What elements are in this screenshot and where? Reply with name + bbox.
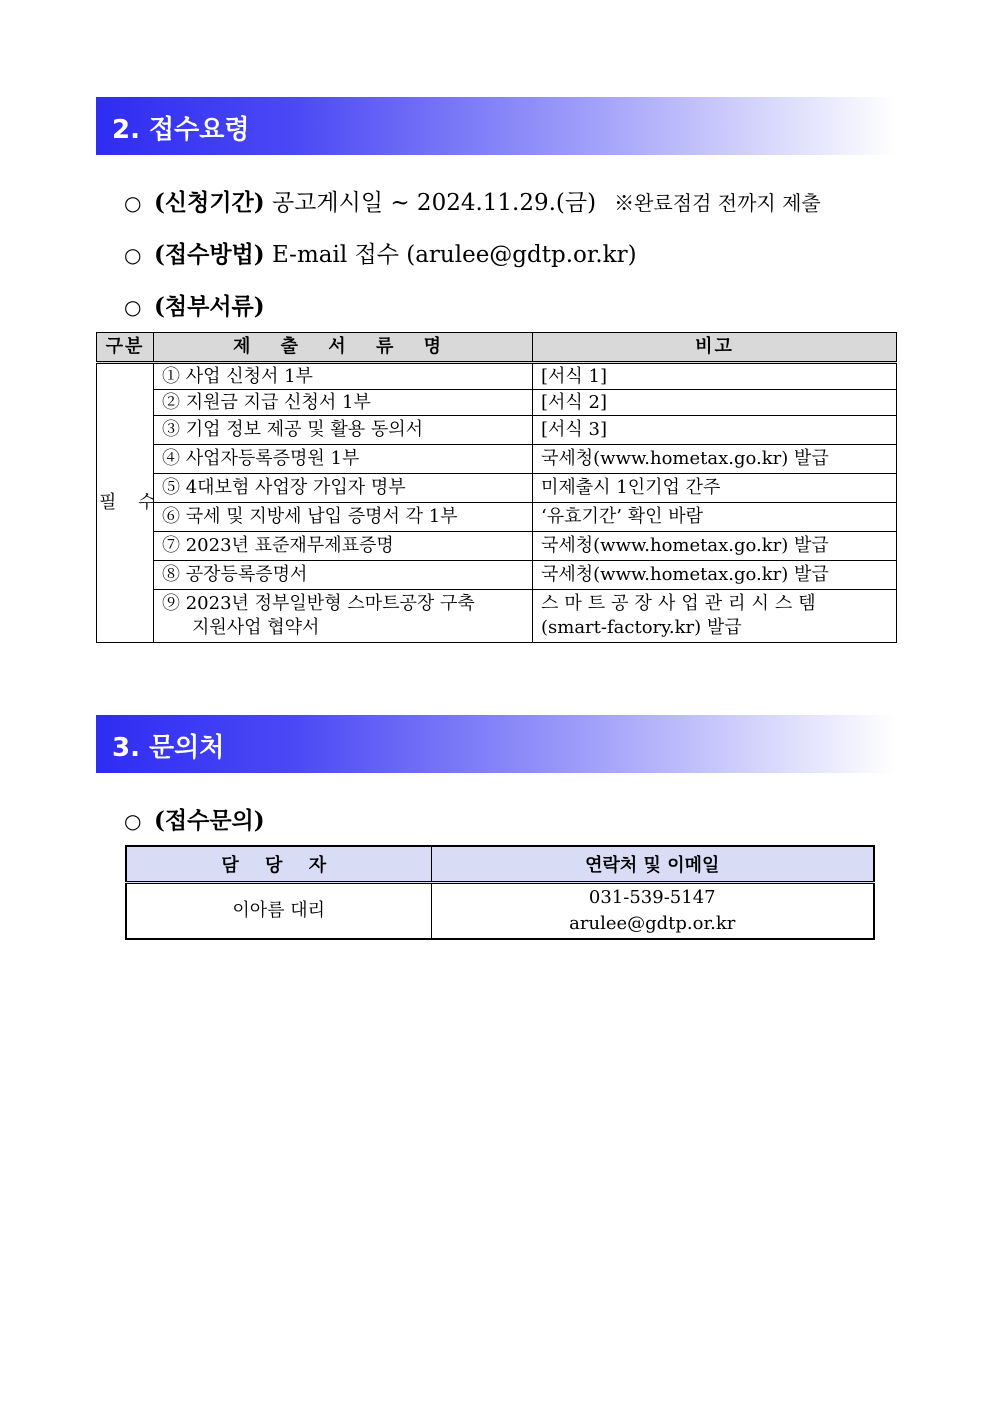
section-2-header bbox=[96, 97, 896, 155]
document-remark: 국세청(www.hometax.go.kr) 발급 bbox=[533, 532, 897, 561]
table-row bbox=[97, 445, 897, 474]
bullet-mark: ○ bbox=[124, 809, 142, 833]
header-document-name: 제 출 서 류 명 bbox=[154, 333, 533, 363]
document-name: ② 지원금 지급 신청서 1부 bbox=[154, 390, 533, 416]
bullet-value: 공고게시일 ~ 2024.11.29.(금) bbox=[271, 190, 597, 216]
table-row bbox=[97, 503, 897, 532]
section-2-title: 2. 접수요령 bbox=[112, 115, 250, 145]
bullet-attachments bbox=[124, 288, 265, 321]
table-row bbox=[97, 532, 897, 561]
contact-details bbox=[431, 883, 874, 940]
bullet-mark: ○ bbox=[124, 243, 142, 267]
table-row bbox=[97, 561, 897, 590]
bullet-label: (접수문의) bbox=[154, 807, 265, 834]
table-row bbox=[126, 883, 874, 940]
bullet-mark: ○ bbox=[124, 295, 142, 319]
document-remark: [서식 3] bbox=[533, 416, 897, 445]
bullet-mark: ○ bbox=[124, 191, 142, 215]
header-remarks: 비고 bbox=[533, 333, 897, 363]
bullet-submission-method bbox=[124, 236, 637, 269]
document-remark-line: (smart-factory.kr) 발급 bbox=[541, 617, 742, 638]
contact-phone: 031-539-5147 bbox=[588, 887, 716, 908]
document-remark: [서식 2] bbox=[533, 390, 897, 416]
bullet-label: (접수방법) bbox=[154, 241, 265, 268]
bullet-note: ※완료점검 전까지 제출 bbox=[614, 191, 821, 215]
header-category: 구분 bbox=[97, 333, 154, 363]
section-3-title: 3. 문의처 bbox=[112, 733, 225, 763]
table-row bbox=[97, 390, 897, 416]
contact-table bbox=[125, 845, 875, 940]
bullet-label: (신청기간) bbox=[154, 189, 265, 216]
contact-email: arulee@gdtp.or.kr bbox=[569, 913, 736, 934]
document-name: ③ 기업 정보 제공 및 활용 동의서 bbox=[154, 416, 533, 445]
document-name-line: 지원사업 협약서 bbox=[192, 617, 320, 638]
documents-table bbox=[96, 332, 897, 643]
table-row bbox=[97, 363, 897, 390]
document-remark: ‘유효기간’ 확인 바람 bbox=[533, 503, 897, 532]
document-name: ⑧ 공장등록증명서 bbox=[154, 561, 533, 590]
category-required: 필 수 bbox=[97, 363, 154, 643]
table-row bbox=[97, 416, 897, 445]
document-name: ⑦ 2023년 표준재무제표증명 bbox=[154, 532, 533, 561]
document-remark: 국세청(www.hometax.go.kr) 발급 bbox=[533, 561, 897, 590]
table-row bbox=[97, 474, 897, 503]
header-person: 담 당 자 bbox=[126, 846, 431, 883]
document-name: ① 사업 신청서 1부 bbox=[154, 363, 533, 390]
document-name bbox=[154, 590, 533, 643]
header-contact: 연락처 및 이메일 bbox=[431, 846, 874, 883]
table-row bbox=[97, 590, 897, 643]
document-name: ⑥ 국세 및 지방세 납입 증명서 각 1부 bbox=[154, 503, 533, 532]
document-remark-line: 스마트공장사업관리시스템 bbox=[541, 593, 822, 614]
bullet-label: (첨부서류) bbox=[154, 293, 265, 320]
document-remark: 미제출시 1인기업 간주 bbox=[533, 474, 897, 503]
document-remark bbox=[533, 590, 897, 643]
table-header-row bbox=[97, 333, 897, 363]
document-name: ④ 사업자등록증명원 1부 bbox=[154, 445, 533, 474]
document-name: ⑤ 4대보험 사업장 가입자 명부 bbox=[154, 474, 533, 503]
document-remark: [서식 1] bbox=[533, 363, 897, 390]
bullet-application-period bbox=[124, 184, 821, 217]
table-header-row bbox=[126, 846, 874, 883]
document-remark: 국세청(www.hometax.go.kr) 발급 bbox=[533, 445, 897, 474]
bullet-value: E-mail 접수 (arulee@gdtp.or.kr) bbox=[271, 242, 637, 268]
section-3-header bbox=[96, 715, 896, 773]
contact-person: 이아름 대리 bbox=[126, 883, 431, 940]
document-name-line: ⑨ 2023년 정부일반형 스마트공장 구축 bbox=[162, 593, 475, 614]
bullet-inquiry bbox=[124, 802, 265, 835]
